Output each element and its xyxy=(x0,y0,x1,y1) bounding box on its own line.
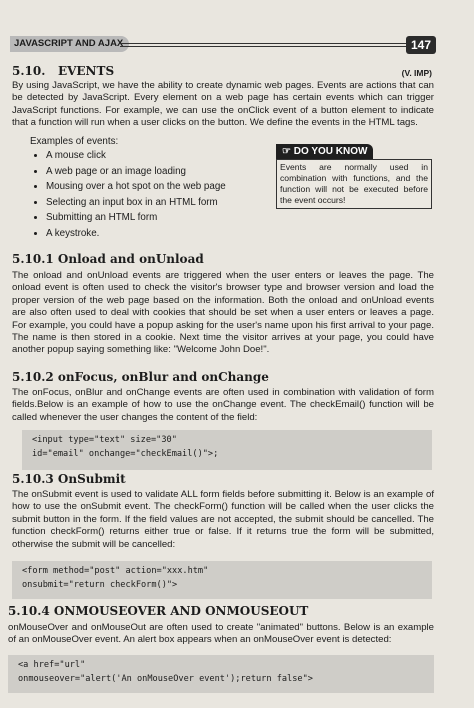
list-item: • A mouse click xyxy=(46,148,226,164)
code-line: id="email" onchange="checkEmail()">; xyxy=(32,449,219,459)
list-item: • Selecting an input box in an HTML form xyxy=(46,195,226,211)
do-you-know-box xyxy=(276,141,432,209)
section-heading-onsubmit: 5.10.3 OnSubmit xyxy=(12,472,126,486)
do-you-know-text: Events are normally used in combination with functions, and the function will not be executed before the event occurs! xyxy=(276,159,432,209)
code-line: onsubmit="return checkForm()"> xyxy=(22,580,178,590)
onmouseover-text: onMouseOver and onMouseOut are often used to create "animated" buttons. Below is an example of an onMouseOver event. An alert box appears when an onMouseOver event is detected: xyxy=(8,622,434,646)
onfocus-text: The onFocus, onBlur and onChange events are often used in combination with validation of form fields.Below is an example of how to use the onChange event. The checkEmail() function will be called whenever the user changes the content of the field: xyxy=(12,387,434,423)
code-line: <a href="url" xyxy=(18,660,86,670)
list-item: • Submitting an HTML form xyxy=(46,210,226,226)
hand-pointer-icon: ☞ xyxy=(282,146,294,157)
chapter-label: JAVASCRIPT AND AJAX xyxy=(10,36,129,52)
onsubmit-text: The onSubmit event is used to validate ALL form fields before submitting it. Below is an example of how to use the onSubmit event. The checkForm() function will be called when the user clicks the submit button in the form. If the field values are not accepted, the submit should be cancelled. The function checkForm() returns either true or false. If it returns true the form will be submitted, otherwise the submit will be cancelled: xyxy=(12,489,434,550)
examples-heading: Examples of events: xyxy=(30,136,119,147)
code-line: <input type="text" size="30" xyxy=(32,435,177,445)
code-block-onchange xyxy=(22,430,432,470)
page-number: 147 xyxy=(406,36,436,54)
code-block-onmouseover xyxy=(8,655,434,693)
events-intro: By using JavaScript, we have the ability to create dynamic web pages. Events are actions that can be detected by JavaScript. Every element on a web page has certain events which can trigger JavaScript functions. For example, we can use the onClick event of a button element to indicate that a function will run when a user clicks on the button. We define the events in the HTML tags. xyxy=(12,80,434,129)
running-header xyxy=(10,36,436,54)
section-heading-onfocus: 5.10.2 onFocus, onBlur and onChange xyxy=(12,370,269,384)
do-you-know-header xyxy=(276,144,373,159)
examples-list xyxy=(30,148,226,241)
code-line: <form method="post" action="xxx.htm" xyxy=(22,566,209,576)
section-heading-onmouseover: 5.10.4 ONMOUSEOVER AND ONMOUSEOUT xyxy=(8,604,309,618)
code-block-onsubmit xyxy=(12,561,432,599)
list-item: • A keystroke. xyxy=(46,226,226,242)
header-rule xyxy=(120,43,408,47)
list-item: • Mousing over a hot spot on the web page xyxy=(46,179,226,195)
code-line: onmouseover="alert('An onMouseOver event');return false"> xyxy=(18,674,313,684)
do-you-know-title: DO YOU KNOW xyxy=(293,146,368,157)
section-heading-events-text: 5.10. EVENTS xyxy=(12,64,115,78)
importance-tag: (V. IMP) xyxy=(401,68,432,78)
section-heading-onload: 5.10.1 Onload and onUnload xyxy=(12,252,204,266)
onload-text: The onload and onUnload events are triggered when the user enters or leaves the page. The onload event is often used to check the visitor's browser type and browser version and load the proper version of the web page based on the information. Both the onload and onUnload events are also often used to deal with cookies that should be set when a user enters or leaves a page. For example, you could have a popup asking for the user's name upon his first arrival to your page. The name is then stored in a cookie. Next time the visitor arrives at your page, you could have another popup saying something like: "Welcome John Doe!". xyxy=(12,270,434,356)
list-item: • A web page or an image loading xyxy=(46,164,226,180)
section-heading-events xyxy=(12,64,114,78)
